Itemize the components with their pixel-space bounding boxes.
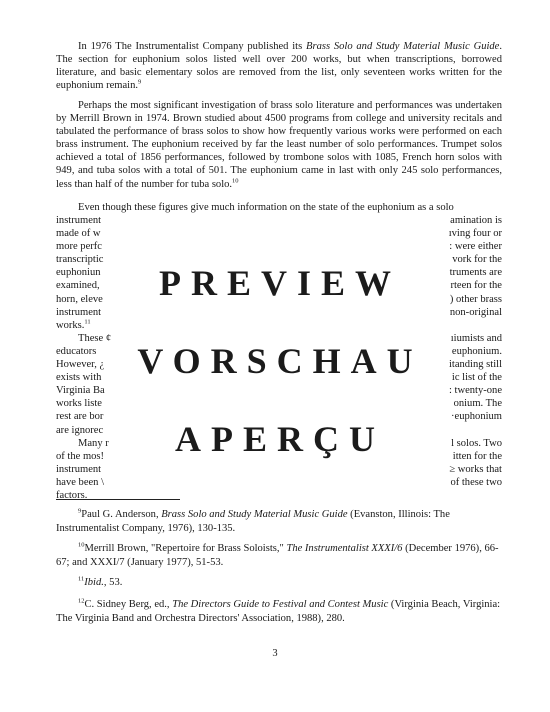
p1-text-a: In 1976 The Instrumentalist Company published its <box>78 41 307 52</box>
p5-right-2: ≥ works that <box>449 463 502 475</box>
p3-right-4: truments are <box>449 267 502 279</box>
p3-left-6: horn, eleve <box>56 293 103 305</box>
watermark-apercu: APERÇU <box>175 419 385 459</box>
p4-right-0: ıiumists and <box>450 332 502 344</box>
footnote-9-number: 9 <box>78 507 82 515</box>
p4-right-6: ·euphonium <box>451 411 502 423</box>
p2-footnote-ref: 10 <box>232 177 239 185</box>
p3-right-0: amination is <box>450 215 502 226</box>
p4-right-2: itanding still <box>448 359 502 371</box>
p3-left-4: euphoniun <box>56 267 101 279</box>
watermark-vorschau: VORSCHAU <box>137 341 423 381</box>
footnote-10-post: (December 1976), 66-67; and XXXI/7 (January 1977), 51-53. <box>56 543 499 568</box>
footnote-12-number: 12 <box>78 597 85 605</box>
p3-right-1: ıving four or <box>448 228 502 240</box>
p4-left-1: educators <box>56 345 97 357</box>
footnote-12-title: The Directors Guide to Festival and Contest Music <box>172 599 389 610</box>
p1-italic-title: Brass Solo and Study Material Music Guide <box>306 41 500 52</box>
p1-footnote-ref: 9 <box>138 78 142 86</box>
footnote-11 <box>56 576 502 590</box>
footnote-9-title: Brass Solo and Study Material Music Guide <box>161 509 348 520</box>
paragraph-3-first-line <box>56 201 502 214</box>
p3-right-6: ) other brass <box>449 293 502 305</box>
footnote-10-pre: Merrill Brown, "Repertoire for Brass Soloists," <box>84 543 287 554</box>
footnote-12-pre: C. Sidney Berg, ed., <box>84 599 173 610</box>
page-number: 3 <box>272 648 278 659</box>
p5-left-1: of the mos! <box>56 450 105 462</box>
p1-text-b: . The section for euphonium solos listed well over 200 works, but when transcriptions, borrowed literature, and basic elementary solos are removed from the list, only seventeen works written for the euphonium remain. <box>56 41 502 92</box>
p3-left-2: more perfc <box>56 241 102 253</box>
p3-footnote-ref: 11 <box>84 318 91 326</box>
p4-left-0: These ¢ <box>78 332 112 344</box>
p3-left-5: examined, <box>56 280 100 292</box>
p4-right-1: euphonium. <box>451 345 502 357</box>
p3-first-line-text: Even though these figures give much information on the state of the euphonium as a solo <box>78 202 454 213</box>
p4-left-3: exists with <box>56 372 102 384</box>
p3-right-5: rteen for the <box>450 280 502 292</box>
footnote-10 <box>56 542 502 569</box>
footnote-11-post: , 53. <box>103 577 123 588</box>
p3-left-1: made of w <box>56 228 101 240</box>
p3-right-2: : were either <box>449 241 502 253</box>
p3-left-3: transcriptic <box>56 254 104 266</box>
p4-right-5: onium. The <box>453 398 502 410</box>
p5-right-1: itten for the <box>452 450 502 462</box>
p5-left-3: have been \ <box>56 476 105 488</box>
p5-right-3: of these two <box>450 476 502 488</box>
p3-left-8 <box>56 319 126 332</box>
p4-left-2: However, ¿ <box>56 359 105 371</box>
footnote-11-number: 11 <box>78 575 85 583</box>
footnote-11-title: Ibid. <box>84 577 104 588</box>
p4-right-4: : twenty-one <box>448 385 502 397</box>
p3-left-0: instrument <box>56 215 102 226</box>
footnote-9 <box>56 508 502 535</box>
footnote-9-pre: Paul G. Anderson, <box>81 509 162 520</box>
footnote-12 <box>56 598 502 625</box>
p4-left-6: rest are bor <box>56 411 104 423</box>
p3-left-8-text: works. <box>56 319 85 331</box>
p5-left-4: factors. <box>56 489 88 501</box>
p4-left-4: Virginia Ba <box>56 385 105 397</box>
footnote-10-number: 10 <box>78 541 85 549</box>
paragraph-1 <box>56 40 502 92</box>
p5-right-0: l solos. Two <box>451 437 502 449</box>
footnote-9-post: (Evanston, Illinois: The Instrumentalist Company, 1976), 130-135. <box>56 509 450 534</box>
footnote-10-title: The Instrumentalist XXXI/6 <box>286 543 403 554</box>
watermark-preview: PREVIEW <box>158 263 402 303</box>
p3-right-3: vork for the <box>452 254 502 266</box>
p4-left-7: are ignorec <box>56 424 104 436</box>
p3-left-7: instrument <box>56 306 102 318</box>
footnote-divider <box>56 499 180 500</box>
p5-left-0: Many r <box>78 437 109 449</box>
p2-text: Perhaps the most significant investigation of brass solo literature and performances was undertaken by Merrill Brown in 1974. Brown studied about 4500 programs from college and university recitals and tabulated the performance of brass solos to show how frequently various works were performed on each brass instrument. The euphonium received by far the least number of solo performances. Trumpet solos achieved a total of 1856 performances, followed by trombone solos with 1085, French horn solos with 949, and tuba solos with a total of 501. The euphonium came in last with only 245 solo performances, less than half of the number for tuba solo. <box>56 100 502 190</box>
p3-right-7: non-original <box>449 306 502 318</box>
footnote-12-post: (Virginia Beach, Virginia: The Virginia Band and Orchestra Directors' Association, 1988), 280. <box>56 599 501 624</box>
p4-right-3: ic list of the <box>451 372 502 384</box>
paragraph-2 <box>56 99 502 191</box>
p5-left-2: instrument <box>56 463 102 475</box>
p4-left-5: works liste <box>56 398 102 410</box>
